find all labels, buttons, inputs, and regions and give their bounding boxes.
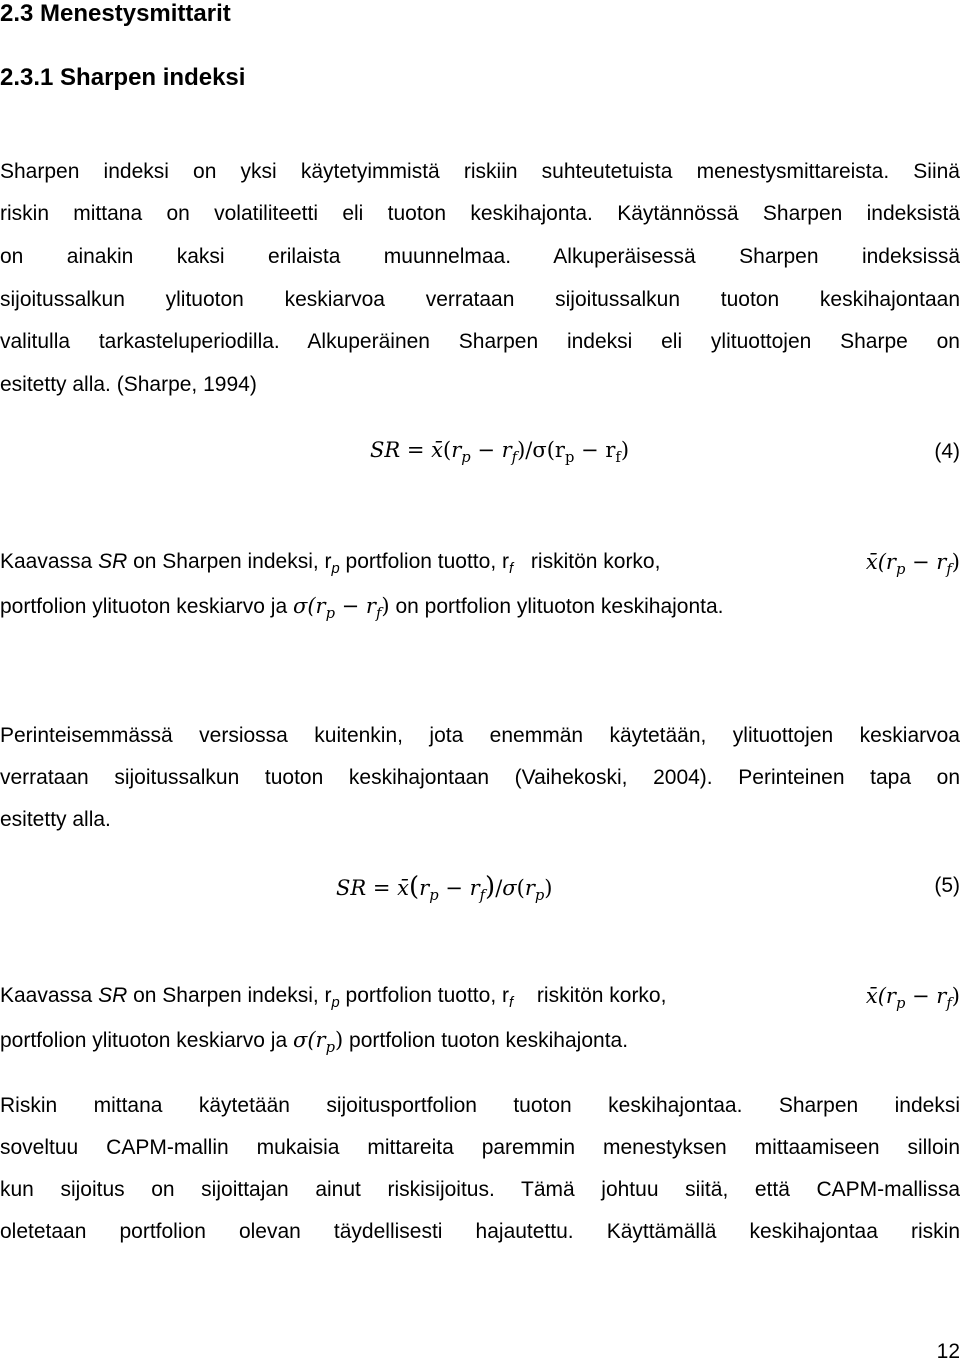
text-run: riskitön korko, [531, 984, 667, 1007]
eq-subscript: p [564, 449, 575, 467]
text-run: f [375, 605, 382, 623]
text-run: p [895, 561, 906, 579]
eq-symbol: ( [516, 876, 525, 900]
eq-subscript: p [461, 449, 471, 467]
text-run: f [946, 561, 952, 579]
eq-symbol: r [501, 438, 512, 462]
paragraph-line: riskin mittana on volatiliteetti eli tuoton keskihajonta. Käytännössä Sharpen indeksistä [0, 202, 960, 225]
paragraph-line [0, 1026, 960, 1062]
text-run: ) [951, 550, 960, 574]
eq-symbol: ) [485, 872, 496, 902]
eq-symbol: r [554, 438, 565, 462]
eq-symbol: / [495, 876, 503, 900]
text-run: SR [98, 550, 128, 573]
paragraph-line: Sharpen indeksi on yksi käytetyimmistä riskiin suhteutetuista menestysmittareista. Siinä [0, 160, 960, 183]
eq-symbol: / [525, 438, 533, 462]
eq-symbol: x̄ [431, 438, 443, 462]
paragraph-line: sijoitussalkun ylituoton keskiarvoa verrataan sijoitussalkun tuoton keskihajontaan [0, 288, 960, 311]
eq-symbol: σ [502, 876, 517, 900]
text-run: Kaavassa [0, 984, 99, 1007]
text-run: on Sharpen indeksi, r [127, 550, 332, 573]
eq-symbol: ( [443, 438, 452, 462]
paragraph-line: oletetaan portfolion olevan täydellisesti hajautettu. Käyttämällä keskihajontaa riskin [0, 1220, 960, 1243]
page-number: 12 [936, 1340, 960, 1363]
eq-symbol: ( [546, 438, 555, 462]
text-run: p [895, 995, 906, 1013]
paragraph-line: on ainakin kaksi erilaista muunnelmaa. Alkuperäisessä Sharpen indeksissä [0, 245, 960, 268]
text-run: ) [381, 594, 390, 618]
text-run: portfolion tuoton keskihajonta. [343, 1029, 629, 1052]
text-run: σ(r [293, 594, 326, 618]
text-run: x̄(r [865, 550, 896, 574]
paragraph-line: Riskin mittana käytetään sijoitusportfolion tuoton keskihajontaa. Sharpen indeksi [0, 1094, 960, 1117]
paragraph-line: verrataan sijoitussalkun tuoton keskihajontaan (Vaihekoski, 2004). Perinteinen tapa on [0, 766, 960, 789]
paragraph-line: esitetty alla. [0, 808, 111, 831]
eq-symbol: r [605, 438, 616, 462]
eq-symbol: − [438, 876, 470, 900]
eq-subscript: f [511, 449, 518, 467]
text-run: SR [98, 984, 128, 1007]
text-run: σ(r [293, 1028, 326, 1052]
text-run: p [331, 561, 340, 578]
eq-subscript: f [479, 887, 486, 905]
eq-symbol: SR [370, 438, 401, 462]
text-run: portfolion tuotto, r [339, 550, 509, 573]
eq-symbol: r [451, 438, 462, 462]
eq-symbol: ( [409, 872, 420, 902]
paragraph-line: soveltuu CAPM-mallin mukaisia mittareita paremmin menestyksen mittaamiseen silloin [0, 1136, 960, 1159]
text-run: portfolion ylituoton keskiarvo ja [0, 595, 293, 618]
paragraph-line [0, 982, 960, 1017]
text-run: on Sharpen indeksi, r [127, 984, 332, 1007]
eq-symbol: SR [336, 876, 367, 900]
text-run: ) [951, 984, 960, 1008]
text-run: − r [334, 594, 376, 618]
eq-symbol: ) [517, 438, 526, 462]
subsection-heading: 2.3.1 Sharpen indeksi [0, 64, 246, 91]
text-run: p [325, 605, 335, 623]
eq-symbol: σ [532, 438, 547, 462]
text-run: f [508, 561, 514, 578]
eq-symbol: x̄ [397, 876, 409, 900]
section-heading: 2.3 Menestysmittarit [0, 0, 231, 27]
inline-math [866, 982, 960, 1018]
eq-symbol: − [470, 438, 502, 462]
text-run: x̄(r [865, 984, 896, 1008]
text-run: Kaavassa [0, 550, 99, 573]
text-run: ) [334, 1028, 344, 1052]
text-run: portfolion tuotto, r [339, 984, 509, 1007]
eq-subscript: p [429, 887, 439, 905]
paragraph-line [0, 592, 960, 628]
eq-symbol: r [419, 876, 430, 900]
paragraph-line: valitulla tarkasteluperiodilla. Alkuperäinen Sharpen indeksi eli ylituottojen Sharpe on [0, 330, 960, 353]
text-run: − r [905, 550, 947, 574]
eq-symbol: = [366, 876, 398, 900]
eq-symbol: − [574, 438, 606, 462]
text-run: on portfolion ylituoton keskihajonta. [389, 595, 724, 618]
text-run: f [946, 995, 952, 1013]
equation-number: (5) [934, 874, 960, 897]
equation-5 [336, 872, 552, 904]
eq-symbol: r [469, 876, 480, 900]
paragraph-line: Perinteisemmässä versiossa kuitenkin, jota enemmän käytetään, ylituottojen keskiarvoa [0, 724, 960, 747]
eq-symbol: ) [620, 438, 630, 462]
eq-symbol: ) [544, 876, 553, 900]
paragraph-line: kun sijoitus on sijoittajan ainut riskisijoitus. Tämä johtuu siitä, että CAPM-mallissa [0, 1178, 960, 1201]
eq-symbol: = [400, 438, 432, 462]
equation-number: (4) [934, 440, 960, 463]
equation-4 [370, 438, 629, 466]
paragraph-line [0, 548, 960, 583]
text-run: riskitön korko, [525, 550, 661, 573]
eq-symbol: r [524, 876, 535, 900]
eq-subscript: f [615, 449, 621, 467]
text-run: p [331, 995, 340, 1012]
text-run: portfolion ylituoton keskiarvo ja [0, 1029, 293, 1052]
text-run: − r [905, 984, 947, 1008]
paragraph-line: esitetty alla. (Sharpe, 1994) [0, 373, 257, 396]
inline-math [866, 548, 960, 584]
text-run: f [508, 995, 514, 1012]
eq-subscript: p [534, 887, 545, 905]
text-run: p [325, 1039, 335, 1057]
